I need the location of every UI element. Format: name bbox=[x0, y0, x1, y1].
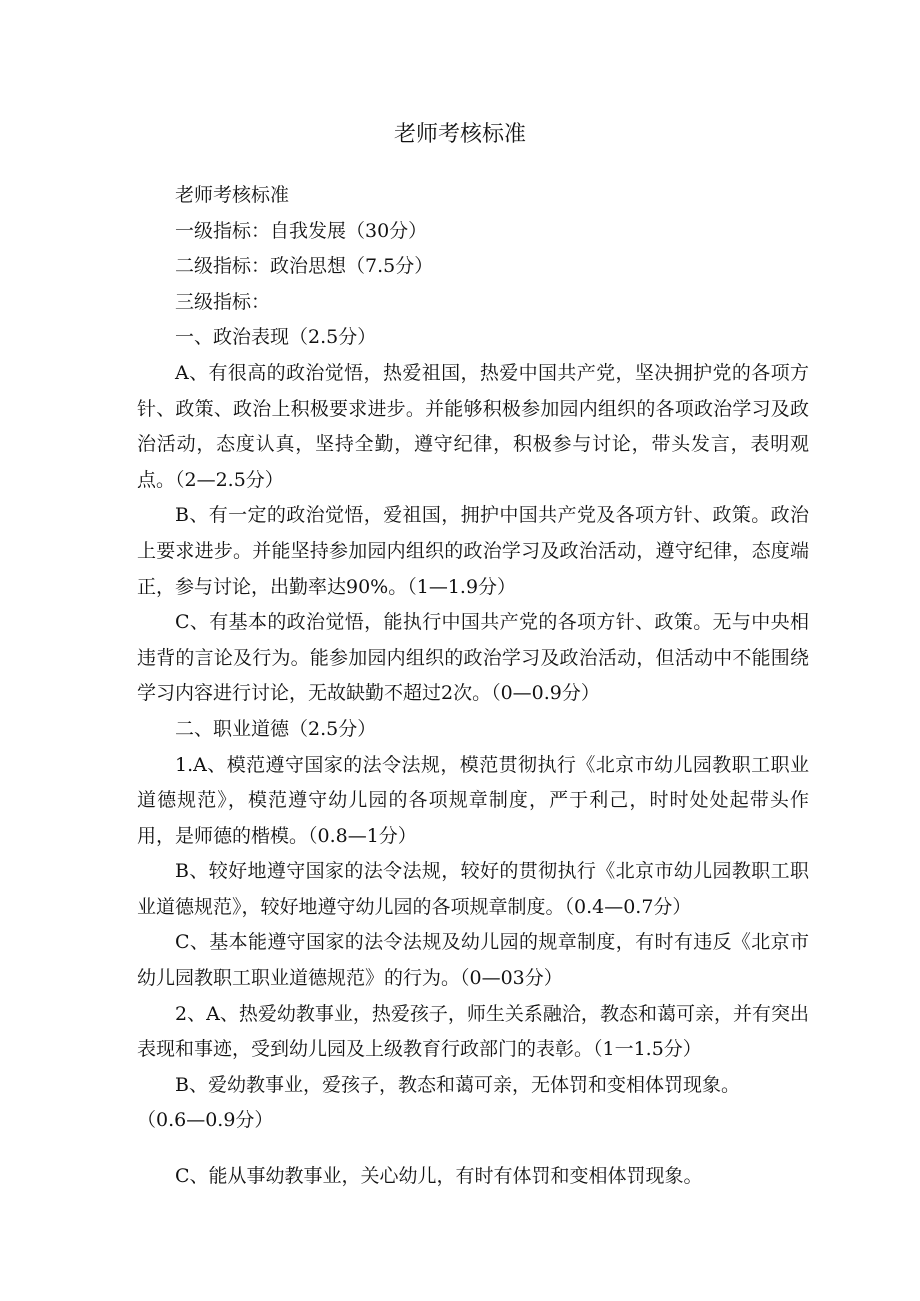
criterion-paragraph: B、较好地遵守国家的法令法规，较好的贯彻执行《北京市幼儿园教职工职业道德规范》，较好地遵守幼儿园的各项规章制度。（0.4—0.7分） bbox=[137, 860, 809, 918]
first-level-indicator: 一级指标：自我发展（30分） bbox=[175, 219, 428, 242]
second-level-indicator: 二级指标：政治思想（7.5分） bbox=[175, 255, 434, 278]
document-title: 老师考核标准 bbox=[393, 122, 526, 147]
criterion-paragraph: A、有很高的政治觉悟，热爱祖国，热爱中国共产党，坚决拥护党的各项方针、政策、政治上积极要求进步。并能够积极参加园内组织的各项政治学习及政治活动，态度认真，坚持全勤，遵守纪律，积极参与讨论，带头发言，表明观点。（2—2.5分） bbox=[137, 361, 809, 491]
criterion-paragraph: C、能从事幼教事业，关心幼儿，有时有体罚和变相体罚现象。 bbox=[175, 1165, 703, 1188]
third-level-indicator: 三级指标： bbox=[175, 290, 271, 313]
score-range-line: （0.6—0.9分） bbox=[137, 1109, 274, 1132]
criterion-paragraph: C、基本能遵守国家的法令法规及幼儿园的规章制度，有时有违反《北京市幼儿园教职工职业道德规范》的行为。（0—03分） bbox=[137, 931, 809, 990]
criterion-paragraph: C、有基本的政治觉悟，能执行中国共产党的各项方针、政策。无与中央相违背的言论及行为。能参加园内组织的政治学习及政治活动，但活动中不能围绕学习内容进行讨论，无故缺勤不超过2次。（0—0.9分） bbox=[137, 611, 809, 705]
section-heading-ethics: 二、职业道德（2.5分） bbox=[175, 717, 377, 740]
document-body bbox=[137, 178, 809, 1195]
criterion-paragraph: B、爱幼教事业，爱孩子，教态和蔼可亲，无体罚和变相体罚现象。 bbox=[175, 1073, 740, 1096]
criterion-paragraph: 1.A、模范遵守国家的法令法规，模范贯彻执行《北京市幼儿园教职工职业道德规范》，模范遵守幼儿园的各项规章制度，严于利己，时时处处起带头作用，是师德的楷模。（0.8—1分） bbox=[137, 753, 809, 847]
subtitle-paragraph: 老师考核标准 bbox=[175, 184, 290, 206]
section-heading-political: 一、政治表现（2.5分） bbox=[175, 326, 377, 349]
criterion-paragraph: 2、A、热爱幼教事业，热爱孩子，师生关系融洽，教态和蔼可亲，并有突出表现和事迹，受到幼儿园及上级教育行政部门的表彰。（1一1.5分） bbox=[137, 1002, 809, 1061]
criterion-paragraph: B、有一定的政治觉悟，爱祖国，拥护中国共产党及各项方针、政策。政治上要求进步。并能坚持参加园内组织的政治学习及政治活动，遵守纪律，态度端正，参与讨论，出勤率达90%。（1—1.9分） bbox=[137, 504, 809, 598]
